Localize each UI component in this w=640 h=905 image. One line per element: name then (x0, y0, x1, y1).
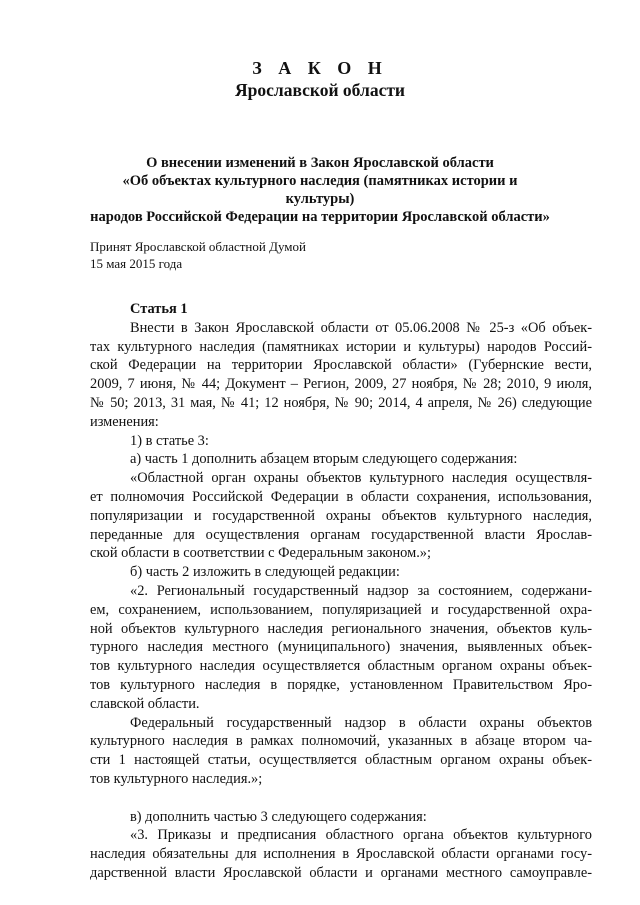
body-line: Внести в Закон Ярославской области от 05.06.2008 № 25-з «Об объек- (130, 319, 592, 336)
subject-line: «Об объектах культурного наследия (памятниках истории и культуры) (122, 173, 518, 207)
body-line: популяризации и государственной охраны объектов культурного наследия, (90, 507, 592, 524)
paragraph-gap (90, 789, 592, 808)
body-line: ской Федерации на территории Ярославской области» (Губернские вести, (90, 357, 592, 374)
adopted-by: Принят Ярославской областной Думой (90, 239, 306, 254)
body-line: тов культурного наследия осуществляется областным органом охраны объек- (90, 658, 592, 675)
body-line: изменения: (90, 413, 159, 430)
body-line: сти 1 настоящей статьи, осуществляется областным органом охраны объек- (90, 752, 592, 769)
body-line: тах культурного наследия (памятниках истории и культуры) народов Россий- (90, 338, 592, 355)
body-line: турного наследия местного (муниципального) значения, выявленных объек- (90, 639, 592, 656)
body-line: 1) в статье 3: (130, 432, 209, 449)
body-line: «2. Региональный государственный надзор за состоянием, содержани- (130, 582, 592, 599)
body-line: дарственной власти Ярославской области и органами местного самоуправле- (90, 864, 592, 881)
adopted-date: 15 мая 2015 года (90, 256, 183, 271)
body-line: а) часть 1 дополнить абзацем вторым следующего содержания: (130, 451, 518, 468)
body-line: ет полномочия Российской Федерации в области сохранения, использования, (90, 488, 592, 505)
body-line: «Областной орган охраны объектов культурного наследия осуществля- (130, 470, 592, 487)
body-line: № 50; 2013, 31 мая, № 41; 12 ноября, № 90; 2014, 4 апреля, № 26) следующие (90, 394, 592, 411)
adoption-info (90, 238, 550, 272)
body-line: культурного наследия в рамках полномочий, указанных в абзаце втором ча- (90, 733, 592, 750)
body-line: тов культурного наследия в порядке, установленном Правительством Яро- (90, 676, 592, 693)
body-line: 2009, 7 июня, № 44; Документ – Регион, 2009, 27 ноября, № 28; 2010, 9 июля, (90, 376, 592, 393)
article-heading: Статья 1 (130, 301, 188, 317)
body-line: ем, сохранением, использованием, популяризацией и государственной охра- (90, 601, 592, 618)
law-region: Ярославской области (234, 80, 406, 100)
body-line: тов культурного наследия.»; (90, 770, 263, 787)
body-line: Федеральный государственный надзор в области охраны объектов (130, 714, 592, 731)
law-title: З А К О Н (252, 58, 388, 78)
body-line: ской области в соответствии с Федеральным законом.»; (90, 545, 431, 562)
body-line: славской области. (90, 695, 200, 712)
subject-line: народов Российской Федерации на территории Ярославской области» (90, 209, 550, 225)
body-line: наследия обязательны для исполнения в Ярославской области органами госу- (90, 846, 592, 863)
law-subject (90, 154, 550, 226)
article-body (90, 300, 592, 883)
body-line: переданные для осуществления органам государственной власти Ярослав- (90, 526, 592, 543)
body-line: «3. Приказы и предписания областного органа объектов культурного (130, 827, 592, 844)
body-line: ной объектов культурного наследия регионального значения, объектов куль- (90, 620, 592, 637)
body-line: в) дополнить частью 3 следующего содержания: (130, 808, 427, 825)
subject-line: О внесении изменений в Закон Ярославской области (146, 155, 494, 171)
body-line: б) часть 2 изложить в следующей редакции: (130, 564, 400, 581)
